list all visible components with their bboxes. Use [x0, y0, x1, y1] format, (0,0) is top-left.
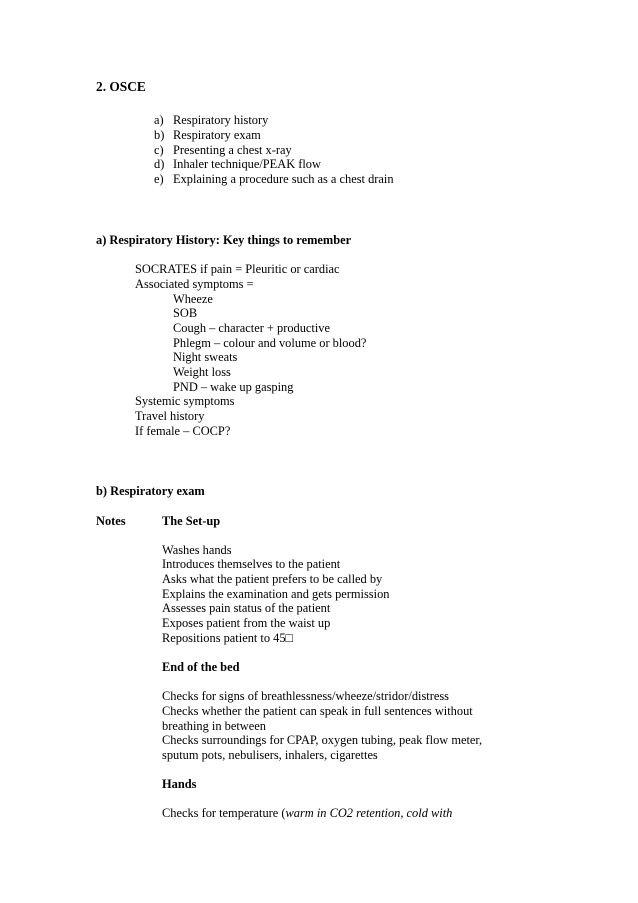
end-of-bed-item: Checks for signs of breathlessness/wheeze/stridor/distress: [162, 689, 449, 703]
history-extra: Systemic symptoms: [135, 394, 235, 408]
setup-item: Exposes patient from the waist up: [162, 616, 331, 630]
hands-line-text: Checks for temperature (: [162, 806, 286, 820]
setup-item: Washes hands: [162, 543, 232, 557]
osce-list-item: [154, 113, 268, 128]
history-extra: If female – COCP?: [135, 424, 231, 438]
list-item-text: Explaining a procedure such as a chest drain: [173, 172, 394, 186]
list-item-text: Inhaler technique/PEAK flow: [173, 157, 321, 171]
notes-label: Notes: [96, 514, 126, 528]
end-of-bed-heading: End of the bed: [162, 660, 240, 674]
setup-heading: The Set-up: [162, 514, 221, 528]
symptom-item: Wheeze: [173, 292, 213, 306]
symptom-item: Night sweats: [173, 350, 238, 364]
symptom-item: PND – wake up gasping: [173, 380, 294, 394]
history-extra: Travel history: [135, 409, 205, 423]
list-marker: e): [154, 172, 164, 186]
setup-item: Introduces themselves to the patient: [162, 557, 341, 571]
setup-item: Repositions patient to 45□: [162, 631, 294, 645]
list-marker: a): [154, 113, 164, 127]
end-of-bed-item: sputum pots, nebulisers, inhalers, cigarettes: [162, 748, 378, 762]
symptom-item: SOB: [173, 306, 198, 320]
section-title: 2. OSCE: [96, 79, 146, 94]
list-item-text: Respiratory history: [173, 113, 269, 127]
osce-list-item: [154, 143, 292, 158]
symptom-item: Cough – character + productive: [173, 321, 330, 335]
history-line: Associated symptoms =: [135, 277, 254, 291]
list-item-text: Presenting a chest x-ray: [173, 143, 292, 157]
history-heading: a) Respiratory History: Key things to remember: [96, 233, 352, 247]
list-item-text: Respiratory exam: [173, 128, 261, 142]
setup-item: Assesses pain status of the patient: [162, 601, 331, 615]
list-marker: d): [154, 157, 165, 171]
list-marker: c): [154, 143, 164, 157]
symptom-item: Weight loss: [173, 365, 231, 379]
exam-heading: b) Respiratory exam: [96, 484, 205, 498]
hands-line: [162, 806, 452, 821]
hands-line-italic: warm in CO2 retention, cold with: [285, 806, 453, 820]
end-of-bed-item: Checks surroundings for CPAP, oxygen tubing, peak flow meter,: [162, 733, 483, 747]
hands-heading: Hands: [162, 777, 197, 791]
osce-list-item: [154, 172, 394, 187]
setup-item: Explains the examination and gets permission: [162, 587, 390, 601]
history-line: SOCRATES if pain = Pleuritic or cardiac: [135, 262, 340, 276]
end-of-bed-item: breathing in between: [162, 719, 266, 733]
symptom-item: Phlegm – colour and volume or blood?: [173, 336, 367, 350]
osce-list-item: [154, 157, 321, 172]
setup-item: Asks what the patient prefers to be called by: [162, 572, 383, 586]
osce-list-item: [154, 128, 261, 143]
list-marker: b): [154, 128, 165, 142]
end-of-bed-item: Checks whether the patient can speak in full sentences without: [162, 704, 473, 718]
